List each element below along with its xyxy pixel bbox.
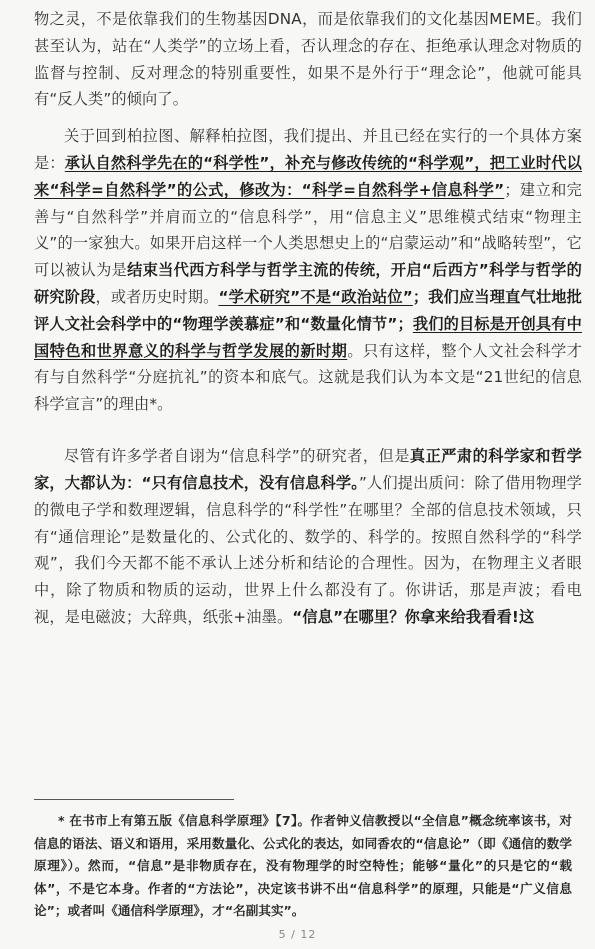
paragraph-2 bbox=[34, 123, 582, 418]
paragraph-3-text: 尽管有许多学者自诩为“信息科学”的研究者，但是 bbox=[64, 447, 410, 466]
punctuation: ； bbox=[397, 314, 413, 333]
emphasis-post-western: 结束当代西方科学与哲学主流的传统，开启“后西方”科学与哲学的研究阶段 bbox=[34, 261, 583, 306]
footnote: * 在书市上有第五版《信息科学原理》【7】。作者钟义信教授以“全信息”概念统率该书，对信息的语法、语义和语用，采用数量化、公式化的表达，如同香农的“信息论”（即《通信的数学原理》）。然而，“信息”是非物质存在，没有物理学的时空特性；能够“量化”的只是它的“载体”，不是它本身。作者的“方法论”，决定该书讲不出“信息科学”的原理，只能是“广义信息论”；或者叫《通信科学原理》，才“名副其实”。 bbox=[34, 813, 572, 919]
emphasis-no-info-science: 真正严肃的科学家和哲学家，大都认为：“只有信息技术，没有信息科学。 bbox=[34, 447, 582, 492]
page-content bbox=[34, 6, 582, 631]
paragraph-3 bbox=[34, 443, 582, 631]
paragraph-2-text: ，或者历史时期。 bbox=[95, 287, 219, 306]
paragraph-2-text: 。只有这样，整个人文社会科学才有与自然科学“分庭抗礼”的资本和底气。这就是我们认为本文是“21世纪的信息科学宣言”的理由*。 bbox=[34, 341, 583, 414]
emphasis-science-formula: 承认自然科学先在的“科学性”，补充与修改传统的“科学观”，把工业时代以来“科学=自然科学”的公式，修改为：“科学=自然科学+信息科学” bbox=[34, 153, 582, 199]
paragraph-2-text: 关于回到柏拉图、解释柏拉图，我们提出、并且已经在实行的一个具体方案是： bbox=[34, 127, 582, 172]
emphasis-goal: 我们的目标是开创具有中国特色和世界意义的科学与哲学发展的新时期 bbox=[34, 314, 582, 360]
paragraph-2-text: ；建立和完善与“自然科学”并肩而立的“信息科学”，用“信息主义”思维模式结束“物理主义”的一家独大。如果开启这样一个人类思想史上的“启蒙运动”和“战略转型”，它可以被认为是 bbox=[34, 180, 582, 280]
footnote-divider bbox=[34, 799, 234, 800]
emphasis-criticize: 我们应当理直气壮地批评人文社会科学中的“物理学羡慕症”和“数量化情节” bbox=[34, 287, 582, 333]
emphasis-academic-research: “学术研究”不是“政治站位” bbox=[218, 287, 413, 306]
paragraph-3-text: ”人们提出质问：除了借用物理学的微电子学和数理逻辑，信息科学的“科学性”在哪里？全部的信息技术领域，只有“通信理论”是数量化的、公式化的、数学的、科学的。按照自然科学的“科学观”，我们今天都不能不承认上述分析和结论的合理性。因为，在物理主义者眼中，除了物质和物质的运动，世界上什么都没有了。你讲话，那是声波；看电视，是电磁波；大辞典，纸张+油墨。 bbox=[34, 473, 583, 626]
paragraph-1-text: 物之灵，不是依靠我们的生物基因DNA，而是依靠我们的文化基因MEME。我们甚至认为，站在“人类学”的立场上看，否认理念的存在、拒绝承认理念对物质的监督与控制、反对理念的特别重要性，如果不是外行于“理念论”，他就可能具有“反人类”的倾向了。 bbox=[34, 10, 582, 109]
page-indicator: 5 / 12 bbox=[278, 928, 317, 941]
paragraph-1 bbox=[34, 6, 582, 113]
punctuation: ； bbox=[412, 287, 429, 306]
emphasis-where-is-info: “信息”在哪里？你拿来给我看看!这 bbox=[292, 607, 535, 626]
